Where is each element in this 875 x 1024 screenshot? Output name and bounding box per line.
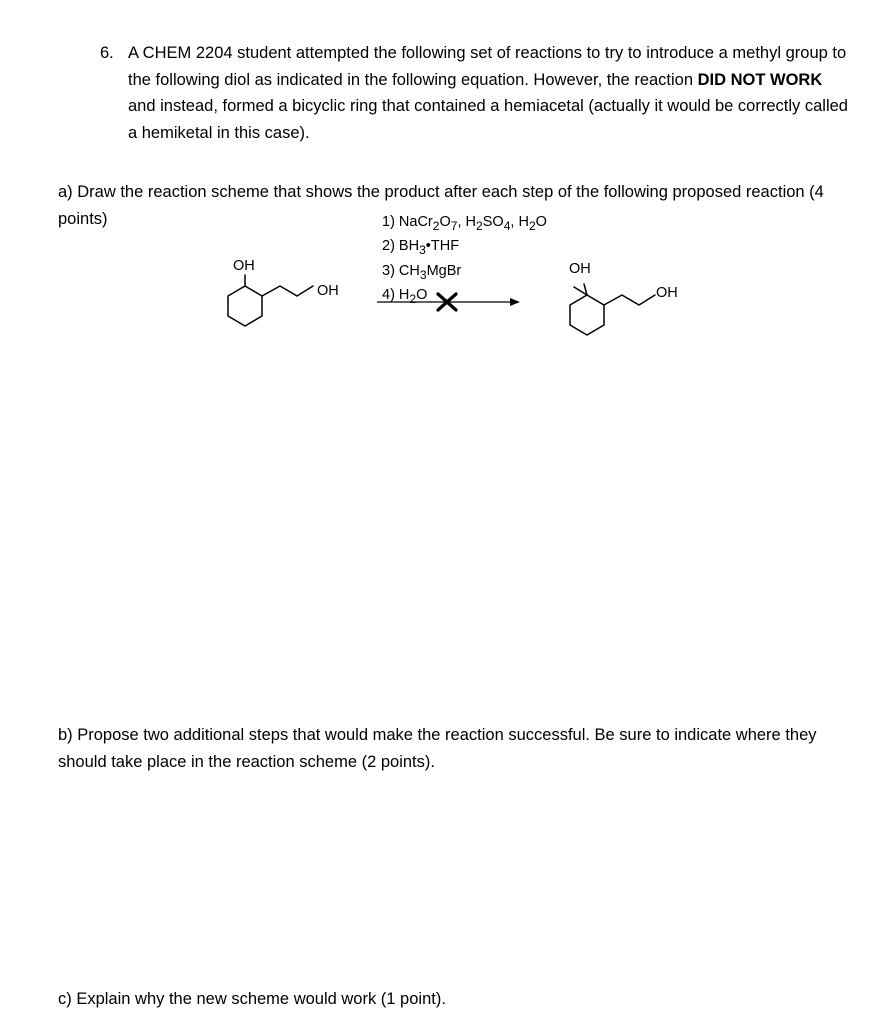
part-c-prompt: c) Explain why the new scheme would work (1 point).: [58, 990, 446, 1008]
reactant-cyclohexane-ring: [228, 286, 262, 326]
reactant-structure: [228, 275, 313, 326]
reagent-step-1: 1) $NaCr_2O_7$, $H_2SO_4$, $H_2O$: [382, 214, 547, 233]
did-not-work-bold: DID NOT WORK: [697, 70, 823, 89]
product-oh-chain-label: OH: [656, 285, 678, 301]
product-side-chain: [604, 295, 655, 305]
part-b-prompt: b) Propose two additional steps that would make the reaction successful. Be sure to indicate where they should take place in the reaction scheme (2 points).: [58, 726, 817, 771]
reagent-step-2: 2) $BH_3•THF$: [382, 238, 460, 258]
reaction-arrow-head: [510, 298, 520, 306]
reagent-step-4: 4) $H_2O$: [382, 287, 428, 307]
product-structure: [570, 284, 655, 335]
product-cyclohexane-ring: [570, 295, 604, 335]
reagent-step-3: 3) $CH_3MgBr$: [382, 262, 462, 282]
question-number: 6.: [100, 44, 114, 62]
reactant-oh-chain-label: OH: [317, 283, 339, 299]
reactant-oh-top-label: OH: [233, 258, 255, 274]
product-oh-top-label: OH: [569, 261, 591, 277]
reactant-side-chain: [262, 286, 313, 296]
part-a-prompt: a) Draw the reaction scheme that shows the product after each step of the following proposed reaction (4 points): [58, 183, 824, 228]
question-6-text: A CHEM 2204 student attempted the following set of reactions to try to introduce a methyl group to the following diol as indicated in the following equation. However, the reaction DID NOT WORK and instead, formed a bicyclic ring that contained a hemiacetal (actually it would be correctly called a hemiketal in this case).: [128, 44, 848, 142]
